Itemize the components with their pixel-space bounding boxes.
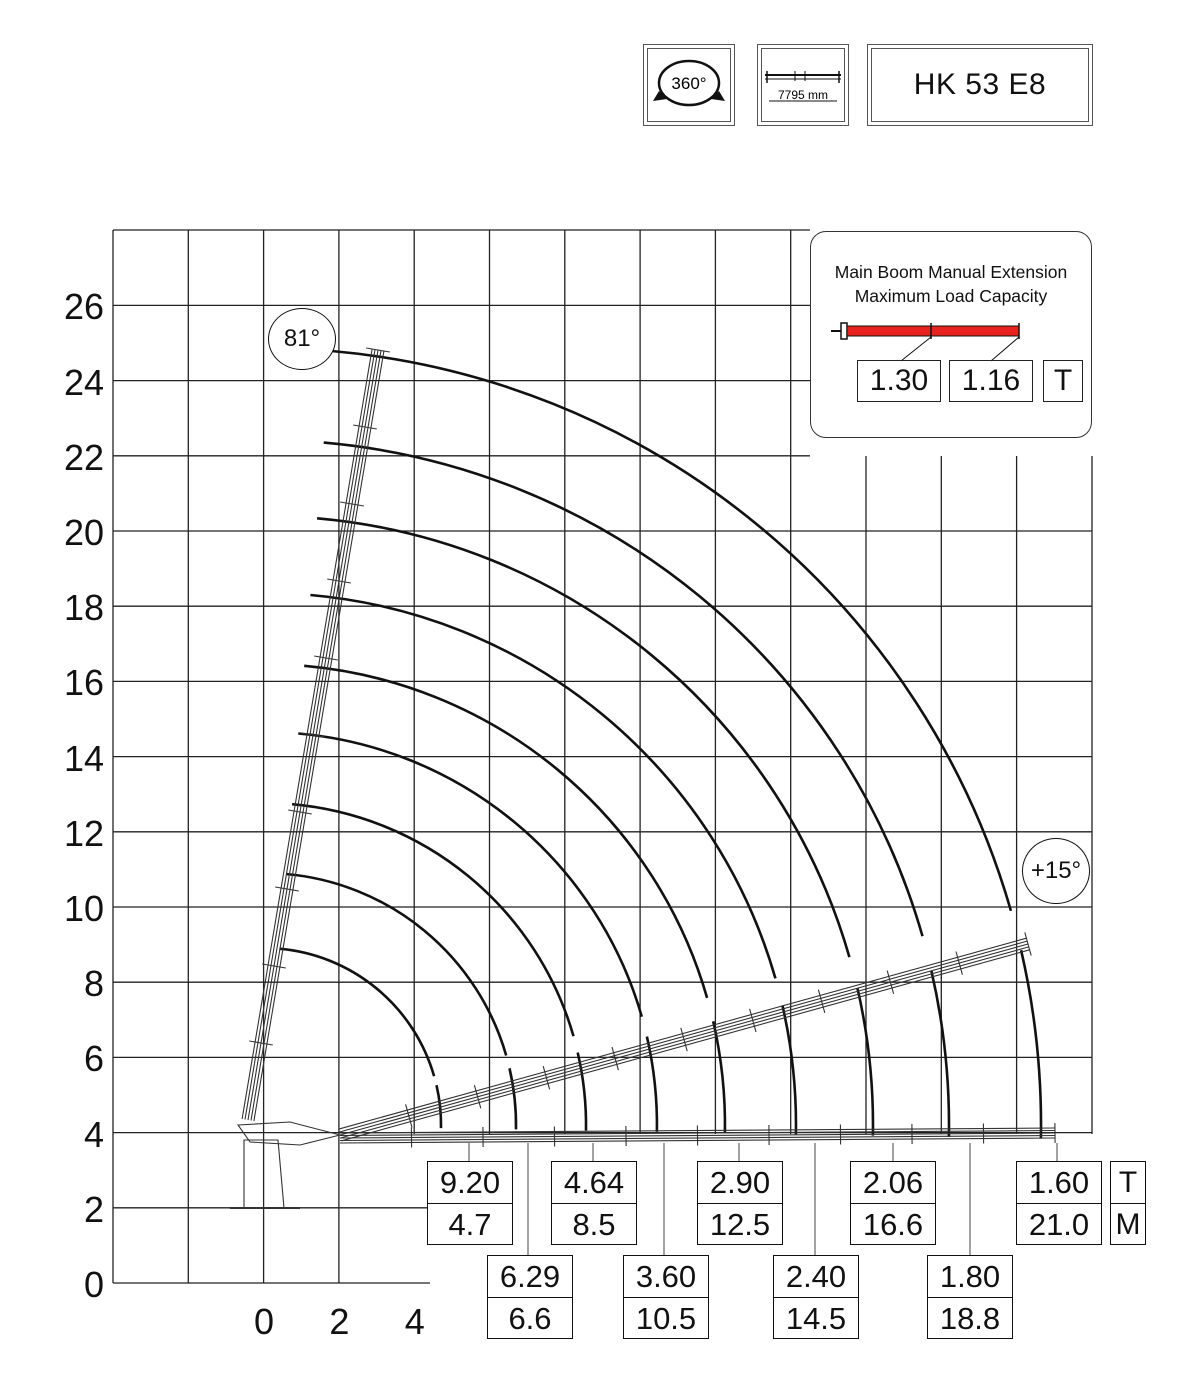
y-tick-label: 2 [83, 1188, 104, 1230]
reach-value: 18.8 [939, 1300, 1001, 1336]
load-value: 9.20 [428, 1162, 512, 1204]
boom-15-joint [543, 1066, 549, 1089]
y-tick-label: 8 [83, 963, 104, 1005]
min-angle-marker: +15° [1022, 838, 1090, 904]
boom-15-joint [681, 1028, 687, 1051]
boom-15-joint [406, 1104, 412, 1127]
reach-arc [310, 595, 775, 978]
unit-load: T [1111, 1162, 1145, 1204]
load-point [427, 1161, 513, 1245]
reach-value: 16.6 [862, 1206, 924, 1242]
y-tick-label: 26 [63, 286, 104, 328]
y-tick-label: 14 [63, 737, 104, 779]
y-tick-label: 6 [83, 1038, 104, 1080]
reach-value: 8.5 [572, 1206, 616, 1242]
reach-value: 6.6 [508, 1300, 552, 1336]
y-tick-label: 12 [63, 812, 104, 854]
reach-arc [292, 804, 573, 1036]
model-name: HK 53 E8 [913, 68, 1047, 101]
reach-value: 14.5 [785, 1300, 847, 1336]
load-point [551, 1161, 637, 1245]
load-value: 2.90 [698, 1162, 782, 1204]
load-value: 6.29 [488, 1256, 572, 1298]
boom-15-joint [818, 990, 824, 1013]
reach-arc-lower [931, 971, 949, 1137]
load-point [927, 1255, 1013, 1339]
load-point [773, 1255, 859, 1339]
legend-title-line2: Maximum Load Capacity [854, 286, 1048, 306]
max-angle-marker: 81° [268, 308, 336, 370]
y-tick-label: 20 [63, 512, 104, 553]
y-tick-label: 16 [63, 662, 104, 704]
load-value: 2.40 [774, 1256, 858, 1298]
load-value: 1.60 [1017, 1162, 1101, 1204]
reach-arc [298, 734, 642, 1017]
y-tick-label: 22 [63, 436, 104, 478]
boom-15-joint [1025, 932, 1031, 955]
y-tick-label: 10 [63, 888, 104, 929]
x-tick-label: 2 [329, 1301, 350, 1342]
legend-value-1: 1.30 [857, 360, 941, 402]
reach-arc-lower [782, 1005, 796, 1134]
model-box [867, 44, 1093, 126]
units-box [1110, 1161, 1146, 1245]
reach-arc [317, 518, 849, 957]
load-point [623, 1255, 709, 1339]
load-point [487, 1255, 573, 1339]
reach-arc-lower [1021, 950, 1041, 1138]
boom-15-joint [956, 952, 962, 975]
reach-value: 12.5 [709, 1206, 771, 1242]
reach-arcs [279, 351, 1041, 1139]
x-tick-label: 0 [253, 1301, 275, 1342]
boom-length-icon [761, 53, 845, 117]
boom-15-joint [474, 1085, 480, 1108]
legend-unit: T [1043, 360, 1083, 402]
reach-value: 4.7 [448, 1206, 492, 1242]
reach-value: 21.0 [1028, 1206, 1090, 1242]
boom-15-joint [750, 1009, 756, 1032]
load-value: 2.06 [851, 1162, 935, 1204]
y-tick-label: 24 [63, 361, 104, 403]
rotation-label: 360° [671, 74, 707, 93]
reach-arc-lower [857, 988, 873, 1136]
load-point [1016, 1161, 1102, 1245]
load-point [697, 1161, 783, 1245]
load-value: 4.64 [552, 1162, 636, 1204]
manual-extension-legend [810, 231, 1092, 438]
legend-title [811, 260, 1091, 308]
legend-title-line1: Main Boom Manual Extension [834, 262, 1068, 282]
y-tick-label: 18 [63, 587, 104, 629]
y-tick-label: 4 [83, 1113, 104, 1155]
rotation-box [643, 44, 735, 126]
load-point [850, 1161, 936, 1245]
boom-positions [230, 348, 1055, 1208]
y-tick-label: 0 [83, 1264, 104, 1305]
reach-value: 10.5 [635, 1300, 697, 1336]
load-value: 3.60 [624, 1256, 708, 1298]
boom-length-label: 7795 mm [777, 88, 829, 102]
boom-length-box [757, 44, 849, 126]
reach-arc-lower [510, 1068, 517, 1129]
load-value: 1.80 [928, 1256, 1012, 1298]
x-tick-label: 4 [404, 1301, 425, 1342]
legend-value-2: 1.16 [949, 360, 1033, 402]
unit-reach: M [1115, 1207, 1141, 1241]
rotation-360-icon [649, 53, 729, 117]
reach-arc [286, 874, 506, 1056]
boom-15-joint [612, 1047, 618, 1070]
crane-knuckle [238, 1122, 340, 1145]
